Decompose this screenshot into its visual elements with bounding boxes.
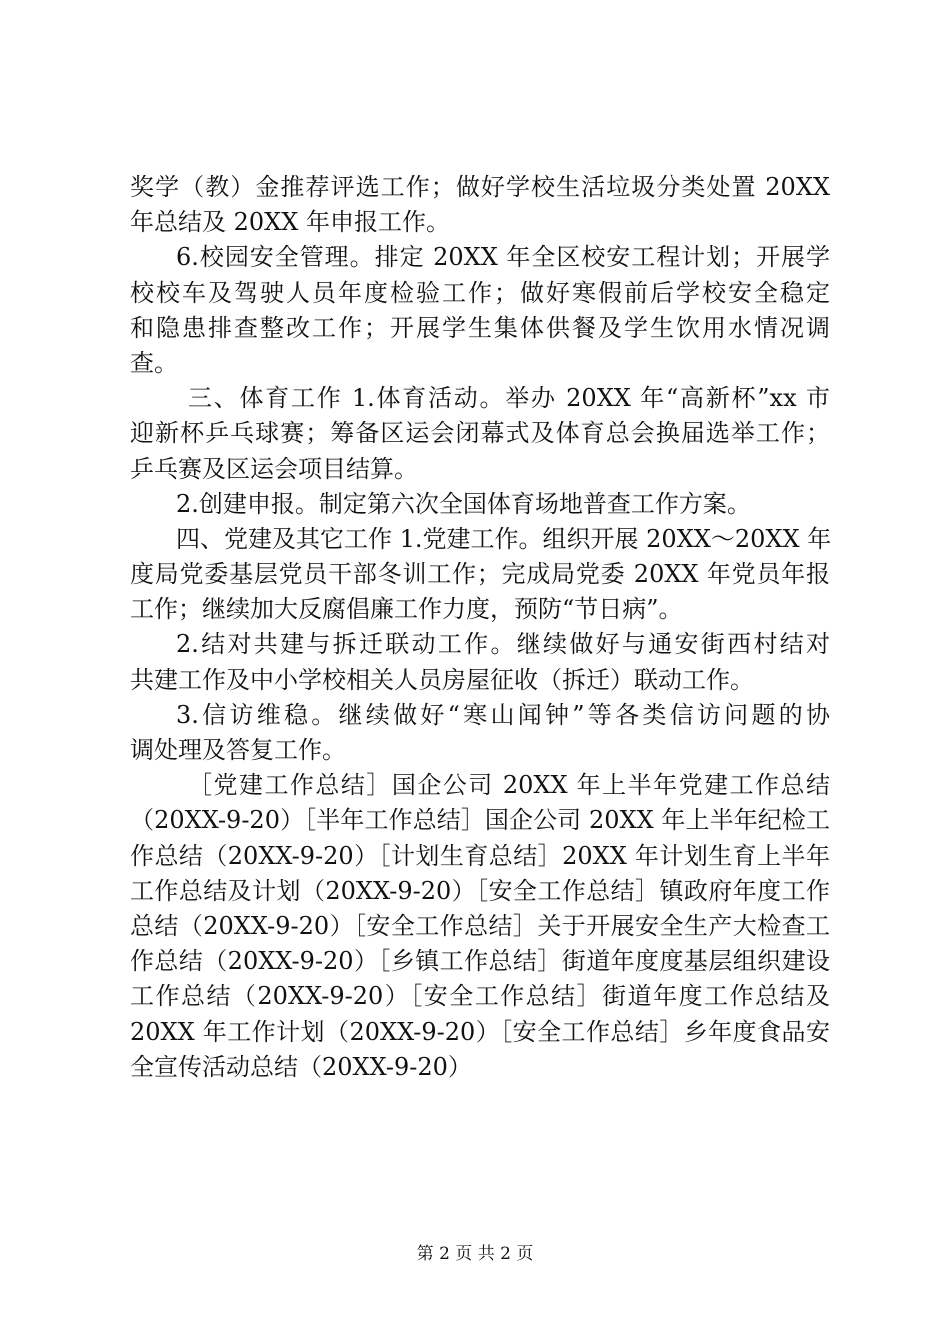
text-line: 迎新杯乒乓球赛；筹备区运会闭幕式及体育总会换届选举工作； <box>130 419 830 448</box>
document-body <box>130 170 830 1085</box>
text-line: （20XX-9-20）［半年工作总结］国企公司 20XX 年上半年纪检工 <box>130 806 830 835</box>
page-number-footer: 第 2 页 共 2 页 <box>416 1244 534 1264</box>
text-line: 作总结（20XX-9-20）［计划生育总结］20XX 年计划生育上半年 <box>130 841 830 870</box>
text-line: 工作总结（20XX-9-20）［安全工作总结］街道年度工作总结及 <box>130 982 830 1011</box>
text-line: 作总结（20XX-9-20）［乡镇工作总结］街道年度度基层组织建设 <box>130 947 830 976</box>
text-line: 和隐患排查整改工作；开展学生集体供餐及学生饮用水情况调 <box>130 313 830 342</box>
text-line: 三、体育工作 1.体育活动。举办 20XX 年“高新杯”xx 市 <box>188 384 830 413</box>
text-line: 6.校园安全管理。排定 20XX 年全区校安工程计划；开展学 <box>176 243 830 272</box>
text-line: 校校车及驾驶人员年度检验工作；做好寒假前后学校安全稳定 <box>130 278 830 307</box>
text-line: 2.创建申报。制定第六次全国体育场地普查工作方案。 <box>176 489 751 518</box>
text-line: 度局党委基层党员干部冬训工作；完成局党委 20XX 年党员年报 <box>130 560 830 589</box>
text-line: ［党建工作总结］国企公司 20XX 年上半年党建工作总结 <box>188 771 830 800</box>
text-line: 四、党建及其它工作 1.党建工作。组织开展 20XX～20XX 年 <box>176 524 832 553</box>
text-line: 全宣传活动总结（20XX-9-20） <box>130 1052 472 1081</box>
text-line: 查。 <box>130 348 178 377</box>
text-line: 总结（20XX-9-20）［安全工作总结］关于开展安全生产大检查工 <box>130 911 830 940</box>
text-line: 工作；继续加大反腐倡廉工作力度，预防“节日病”。 <box>130 595 683 624</box>
text-line: 共建工作及中小学校相关人员房屋征收（拆迁）联动工作。 <box>130 665 754 694</box>
text-line: 工作总结及计划（20XX-9-20）［安全工作总结］镇政府年度工作 <box>130 876 830 905</box>
text-line: 20XX 年工作计划（20XX-9-20）［安全工作总结］乡年度食品安 <box>130 1017 830 1046</box>
text-line: 乒乓赛及区运会项目结算。 <box>130 454 418 483</box>
text-line: 调处理及答复工作。 <box>130 736 346 764</box>
text-line: 3.信访维稳。继续做好“寒山闻钟”等各类信访问题的协 <box>176 700 830 729</box>
text-line: 奖学（教）金推荐评选工作；做好学校生活垃圾分类处置 20XX <box>130 173 830 201</box>
text-line: 年总结及 20XX 年申报工作。 <box>130 208 450 237</box>
text-line: 2.结对共建与拆迁联动工作。继续做好与通安街西村结对 <box>176 630 830 659</box>
